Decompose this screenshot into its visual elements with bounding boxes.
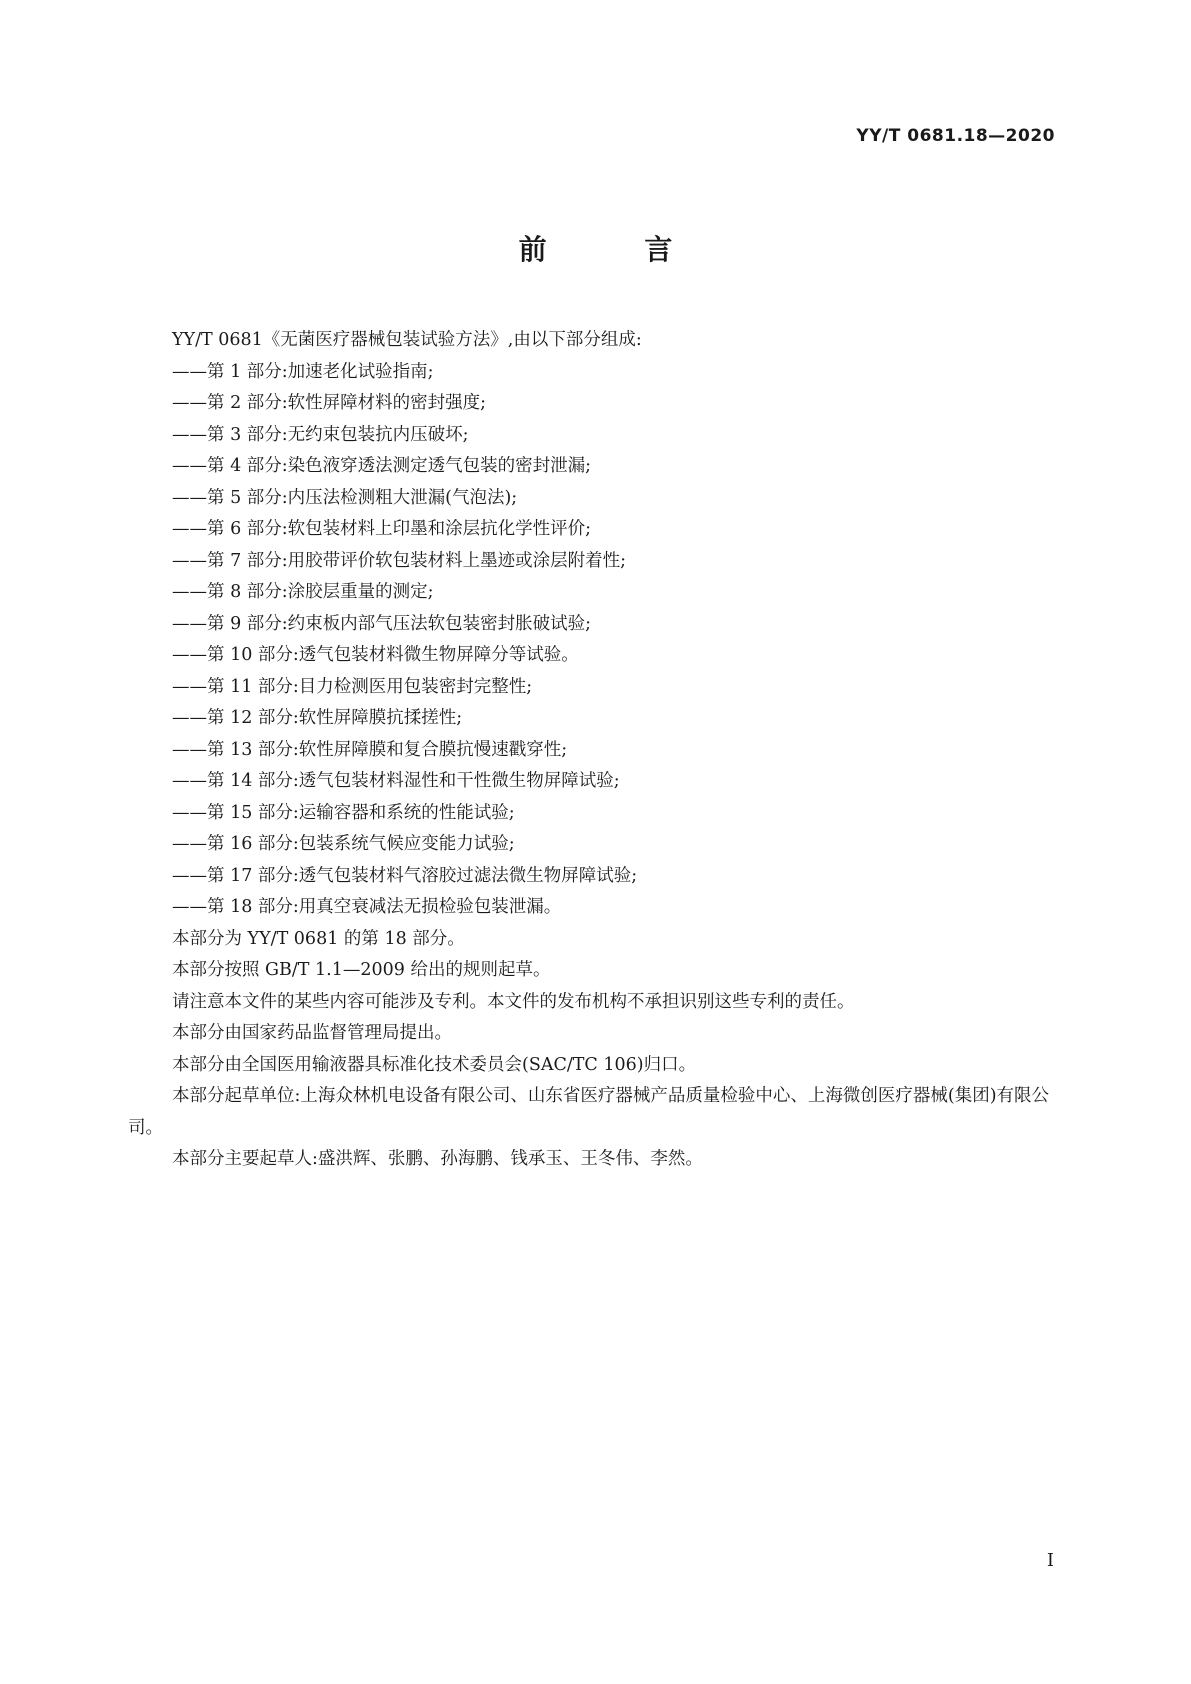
list-item: ——第 11 部分:目力检测医用包装密封完整性; <box>172 676 533 697</box>
list-item: ——第 5 部分:内压法检测粗大泄漏(气泡法); <box>172 487 518 508</box>
foreword-body <box>128 325 1058 1176</box>
list-item: ——第 1 部分:加速老化试验指南; <box>172 361 434 382</box>
list-item: ——第 10 部分:透气包装材料微生物屏障分等试验。 <box>172 645 579 665</box>
list-item: ——第 6 部分:软包装材料上印墨和涂层抗化学性评价; <box>172 519 592 539</box>
drafters-statement: 本部分主要起草人:盛洪辉、张鹏、孙海鹏、钱承玉、王冬伟、李然。 <box>172 1149 703 1169</box>
intro-paragraph: YY/T 0681《无菌医疗器械包装试验方法》,由以下部分组成: <box>172 330 642 350</box>
page-number: I <box>1046 1550 1054 1571</box>
list-item: ——第 8 部分:涂胶层重量的测定; <box>172 582 434 602</box>
list-item: ——第 2 部分:软性屏障材料的密封强度; <box>172 393 487 413</box>
list-item: ——第 14 部分:透气包装材料湿性和干性微生物屏障试验; <box>172 771 620 791</box>
list-item: ——第 17 部分:透气包装材料气溶胶过滤法微生物屏障试验; <box>172 865 638 886</box>
list-item: ——第 12 部分:软性屏障膜抗揉搓性; <box>172 708 463 728</box>
drafting-rules-statement: 本部分按照 GB/T 1.1—2009 给出的规则起草。 <box>172 960 551 980</box>
list-item: ——第 3 部分:无约束包装抗内压破坏; <box>172 424 469 445</box>
proposed-by-statement: 本部分由国家药品监督管理局提出。 <box>172 1023 452 1043</box>
parts-list <box>128 357 1058 924</box>
list-item: ——第 4 部分:染色液穿透法测定透气包装的密封泄漏; <box>172 456 592 476</box>
list-item: ——第 16 部分:包装系统气候应变能力试验; <box>172 834 515 854</box>
centralized-by-statement: 本部分由全国医用输液器具标准化技术委员会(SAC/TC 106)归口。 <box>172 1054 697 1075</box>
list-item: ——第 7 部分:用胶带评价软包装材料上墨迹或涂层附着性; <box>172 550 627 571</box>
patent-notice: 请注意本文件的某些内容可能涉及专利。本文件的发布机构不承担识别这些专利的责任。 <box>172 991 855 1012</box>
list-item: ——第 18 部分:用真空衰减法无损检验包装泄漏。 <box>172 897 562 917</box>
page-title: 前 言 <box>518 233 717 266</box>
list-item: ——第 15 部分:运输容器和系统的性能试验; <box>172 802 515 823</box>
drafting-units-statement: 本部分起草单位:上海众林机电设备有限公司、山东省医疗器械产品质量检验中心、上海微创医疗器械(集团)有限公司。 <box>128 1086 1050 1138</box>
part-of-statement: 本部分为 YY/T 0681 的第 18 部分。 <box>172 928 465 949</box>
list-item: ——第 9 部分:约束板内部气压法软包装密封胀破试验; <box>172 613 592 634</box>
list-item: ——第 13 部分:软性屏障膜和复合膜抗慢速戳穿性; <box>172 739 568 760</box>
standard-code: YY/T 0681.18—2020 <box>856 126 1055 146</box>
